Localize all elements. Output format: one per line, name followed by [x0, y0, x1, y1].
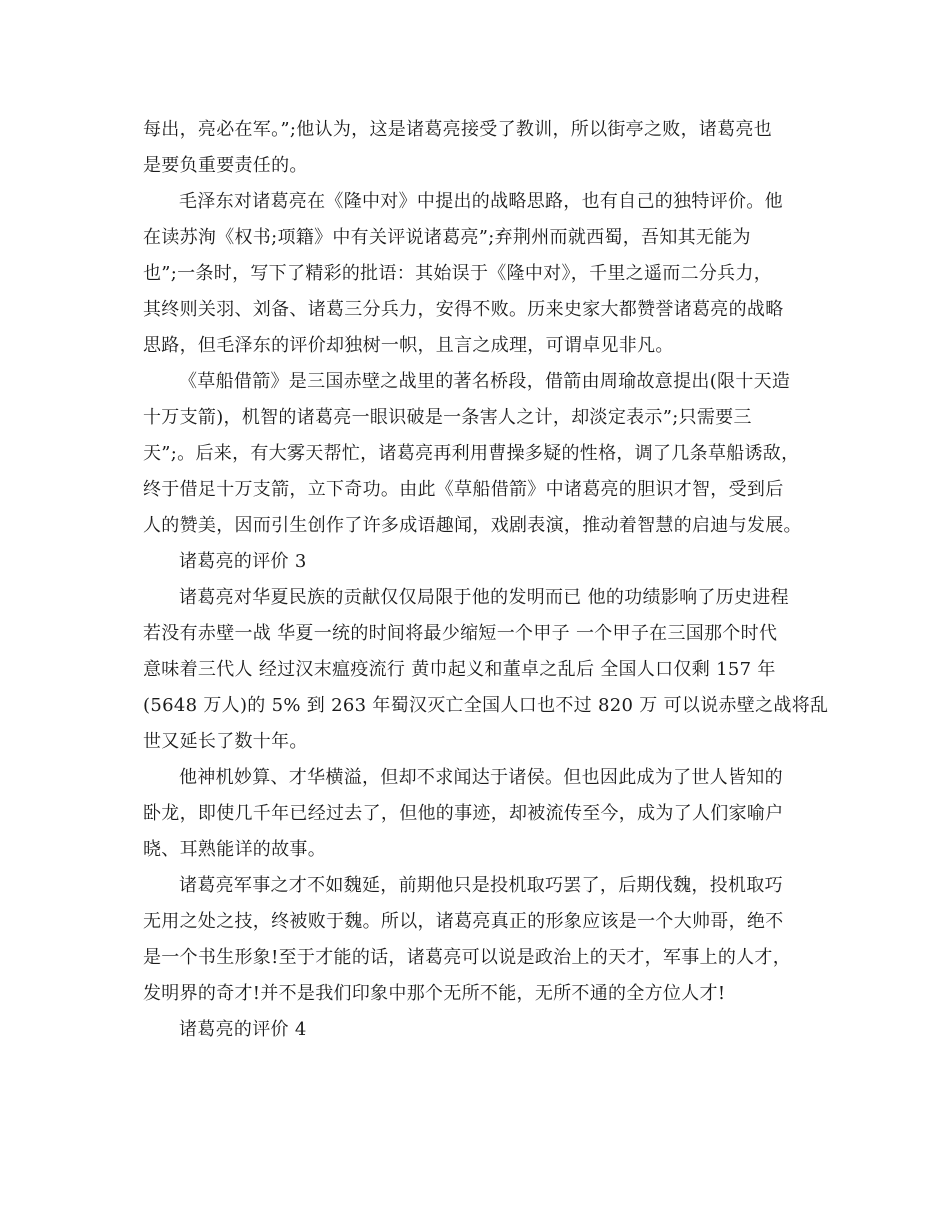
- text-line: 人的赞美，因而引生创作了许多成语趣闻，戏剧表演，推动着智慧的启迪与发展。: [143, 515, 802, 536]
- text-line: 在读苏洵《权书;项籍》中有关评说诸葛亮”;弃荆州而就西蜀，吾知其无能为: [143, 227, 751, 248]
- section-heading: 诸葛亮的评价 4: [179, 1019, 307, 1040]
- text-line: 思路，但毛泽东的评价却独树一帜，且言之成理，可谓卓见非凡。: [143, 335, 674, 356]
- section-heading: 诸葛亮的评价 3: [179, 551, 307, 572]
- text-line: 无用之处之技，终被败于魏。所以，诸葛亮真正的形象应该是一个大帅哥，绝不: [143, 911, 784, 932]
- text-line: 意味着三代人 经过汉末瘟疫流行 黄巾起义和董卓之乱后 全国人口仅剩 157 年: [143, 659, 776, 680]
- text-line: 其终则关羽、刘备、诸葛三分兵力，安得不败。历来史家大都赞誉诸葛亮的战略: [143, 299, 784, 320]
- text-line: 晓、耳熟能详的故事。: [143, 839, 326, 860]
- text-line: 若没有赤壁一战 华夏一统的时间将最少缩短一个甲子 一个甲子在三国那个时代: [143, 623, 778, 644]
- text-line: 终于借足十万支箭，立下奇功。由此《草船借箭》中诸葛亮的胆识才智，受到后: [143, 479, 784, 500]
- text-line: 发明界的奇才!并不是我们印象中那个无所不能，无所不通的全方位人才!: [143, 983, 726, 1004]
- text-line: 是一个书生形象!至于才能的话，诸葛亮可以说是政治上的天才，军事上的人才，: [143, 947, 792, 968]
- text-line: 天”;。后来，有大雾天帮忙，诸葛亮再利用曹操多疑的性格，调了几条草船诱敌，: [143, 443, 800, 464]
- text-line: 《草船借箭》是三国赤壁之战里的著名桥段，借箭由周瑜故意提出(限十天造: [179, 371, 791, 392]
- text-line: 每出，亮必在军。”;他认为，这是诸葛亮接受了教训，所以街亭之败，诸葛亮也: [143, 119, 773, 140]
- text-line: 诸葛亮对华夏民族的贡献仅仅局限于他的发明而已 他的功绩影响了历史进程: [179, 587, 789, 608]
- text-line: 他神机妙算、才华横溢，但却不求闻达于诸侯。但也因此成为了世人皆知的: [179, 767, 783, 788]
- text-line: 也”;一条时，写下了精彩的批语：其始误于《隆中对》，千里之遥而二分兵力，: [143, 263, 773, 284]
- text-line: 卧龙，即使几千年已经过去了，但他的事迹，却被流传至今，成为了人们家喻户: [143, 803, 784, 824]
- text-line: (5648 万人)的 5% 到 263 年蜀汉灭亡全国人口也不过 820 万 可以说赤壁之战将乱: [143, 695, 829, 716]
- text-line: 十万支箭)，机智的诸葛亮一眼识破是一条害人之计，却淡定表示”;只需要三: [143, 407, 752, 428]
- text-line: 是要负重要责任的。: [143, 155, 308, 176]
- text-line: 世又延长了数十年。: [143, 731, 308, 752]
- text-line: 诸葛亮军事之才不如魏延，前期他只是投机取巧罢了，后期伐魏，投机取巧: [179, 875, 783, 896]
- text-line: 毛泽东对诸葛亮在《隆中对》中提出的战略思路，也有自己的独特评价。他: [179, 191, 783, 212]
